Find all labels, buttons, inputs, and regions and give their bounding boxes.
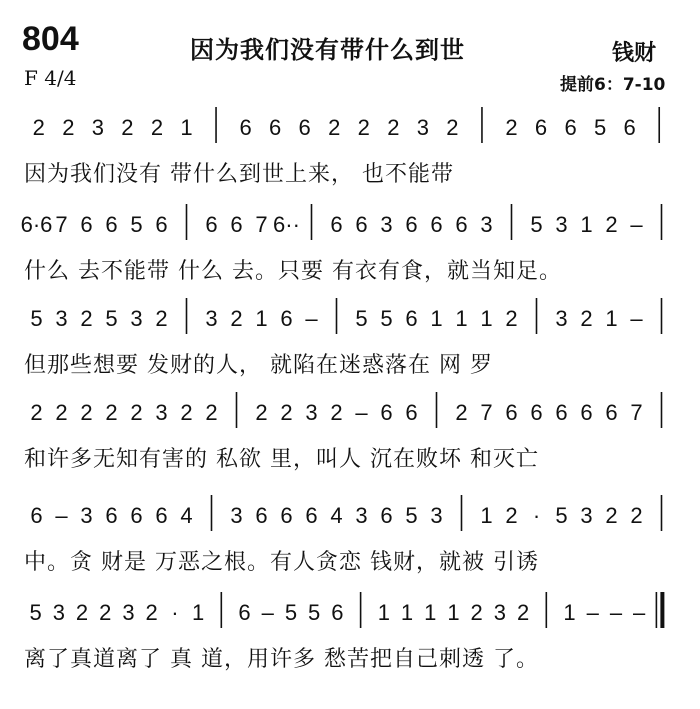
note: 1 (377, 600, 390, 625)
note: 2 (255, 400, 268, 425)
note: 6 (255, 503, 268, 528)
music-system (0, 105, 700, 197)
capo-note: 提前6：7-10 (560, 75, 666, 95)
note: 6 (155, 503, 168, 528)
note: 2 (99, 600, 112, 625)
note: 6 (455, 212, 468, 237)
notation-line (24, 493, 674, 543)
note: 5 (105, 306, 118, 331)
notation-line (24, 105, 674, 155)
note: 2 (330, 400, 343, 425)
note: 6 (238, 600, 251, 625)
note: 2 (280, 400, 293, 425)
note: 1 (191, 600, 205, 625)
note: 2 (55, 400, 68, 425)
music-system (0, 590, 700, 682)
note: 1 (180, 115, 193, 140)
music-system (0, 390, 700, 482)
note: 5 (355, 306, 368, 331)
note: 6 (80, 212, 93, 237)
note: 1 (605, 306, 618, 331)
note: 3 (380, 212, 393, 237)
note: 6 (130, 503, 143, 528)
notation-line (20, 202, 674, 252)
note: 6 (155, 212, 168, 237)
note: 2 (505, 306, 518, 331)
note: 2 (80, 400, 93, 425)
note: 2 (328, 115, 341, 140)
note: 1 (580, 212, 593, 237)
note: – (586, 600, 599, 625)
note: 2 (605, 212, 618, 237)
note: 2 (130, 400, 143, 425)
note: 2 (62, 115, 75, 140)
note: 2 (505, 503, 518, 528)
note: 7 (255, 212, 268, 237)
note: – (305, 306, 318, 331)
music-system (0, 493, 700, 585)
note: 3 (80, 503, 93, 528)
note: 6 (269, 115, 282, 140)
note: 6 (405, 306, 418, 331)
notation-line (24, 296, 674, 346)
lyric-line: 因为我们没有 带什么到世上来， 也不能带 (24, 162, 454, 187)
note: 3 (480, 212, 493, 237)
note: 3 (580, 503, 593, 528)
note: 6 (298, 115, 311, 140)
note: 7 (630, 400, 643, 425)
note: 2 (155, 306, 168, 331)
note: 2 (455, 400, 468, 425)
note: 1 (430, 306, 443, 331)
note: 2 (470, 600, 483, 625)
note: 1 (447, 600, 460, 625)
lyric-line: 和许多无知有害的 私欲 里，叫人 沉在败坏 和灭亡 (24, 447, 539, 472)
note: 6·6 (20, 212, 53, 237)
notation-svg (24, 105, 674, 155)
note: 3 (130, 306, 143, 331)
note: 4 (330, 503, 343, 528)
note: 2 (630, 503, 643, 528)
note: 7 (480, 400, 493, 425)
notation-svg (24, 390, 674, 440)
note: 5 (284, 600, 298, 625)
note: – (630, 212, 643, 237)
note: 1 (480, 306, 493, 331)
note: 5 (594, 115, 607, 140)
note: – (55, 503, 68, 528)
note: – (261, 600, 274, 625)
note: 1 (255, 306, 268, 331)
note: 6 (355, 212, 368, 237)
note: 2 (75, 600, 89, 625)
note: 3 (430, 503, 443, 528)
note: 3 (555, 306, 568, 331)
note: 2 (446, 115, 459, 140)
note: – (609, 600, 623, 625)
note: 2 (205, 400, 218, 425)
note: 6 (605, 400, 618, 425)
note: 6 (105, 212, 118, 237)
note: 6 (555, 400, 568, 425)
key-signature: F 4/4 (24, 66, 77, 90)
note: 3 (55, 306, 68, 331)
note: 6 (380, 503, 393, 528)
note: 6 (230, 212, 243, 237)
note: 2 (580, 306, 593, 331)
note: 2 (30, 400, 43, 425)
notation-svg (24, 296, 674, 346)
note: 5 (130, 212, 143, 237)
note: 2 (387, 115, 400, 140)
lyric-line: 什么 去不能带 什么 去。只要 有衣有食，就当知足。 (24, 259, 562, 284)
note: 2 (121, 115, 134, 140)
note: · (532, 503, 541, 528)
note: 6 (505, 400, 518, 425)
note: 6 (280, 503, 293, 528)
note: 2 (180, 400, 193, 425)
note: 3 (355, 503, 368, 528)
note: 2 (357, 115, 370, 140)
note: 5 (555, 503, 568, 528)
lyric-line: 离了真道离了 真 道，用许多 愁苦把自己刺透 了。 (24, 647, 539, 672)
note: 6 (623, 115, 636, 140)
note: 6 (564, 115, 577, 140)
note: 6 (580, 400, 593, 425)
note: 3 (91, 115, 104, 140)
note: 3 (230, 503, 243, 528)
note: 3 (555, 212, 568, 237)
notation-svg (20, 202, 674, 252)
note: 6 (330, 212, 343, 237)
lyric-line: 但那些想要 发财的人， 就陷在迷惑落在 网 罗 (24, 353, 493, 378)
note: 7 (55, 212, 68, 237)
note: 5 (530, 212, 543, 237)
note: 3 (122, 600, 135, 625)
note: · (171, 600, 179, 625)
note: 2 (505, 115, 518, 140)
note: 2 (105, 400, 118, 425)
hymn-title: 因为我们没有带什么到世 (190, 36, 465, 64)
note: 2 (605, 503, 618, 528)
note: 4 (180, 503, 193, 528)
note: 3 (493, 600, 507, 625)
note: 3 (52, 600, 65, 625)
note: – (633, 600, 646, 625)
hymn-category: 钱财 (612, 41, 657, 66)
note: 6 (405, 212, 418, 237)
note: 2 (230, 306, 243, 331)
note: 6 (305, 503, 318, 528)
note: – (355, 400, 368, 425)
note: 5 (380, 306, 393, 331)
note: 6 (105, 503, 118, 528)
note: 6 (380, 400, 393, 425)
note: 2 (80, 306, 93, 331)
note: 1 (400, 600, 414, 625)
note: 5 (30, 306, 43, 331)
lyric-line: 中。贪 财是 万恶之根。有人贪恋 钱财，就被 引诱 (24, 550, 539, 575)
note: 3 (155, 400, 168, 425)
note: 6 (239, 115, 252, 140)
note: 1 (480, 503, 493, 528)
notation-svg (24, 493, 674, 543)
note: 1 (455, 306, 468, 331)
note: 5 (405, 503, 418, 528)
note: 6 (205, 212, 218, 237)
note: 6 (430, 212, 443, 237)
note: 6 (280, 306, 293, 331)
note: 2 (32, 115, 45, 140)
note: 1 (563, 600, 576, 625)
note: 5 (308, 600, 321, 625)
note: 1 (424, 600, 437, 625)
hymn-number: 804 (22, 20, 79, 58)
notation-line (24, 590, 674, 640)
note: 6 (530, 400, 543, 425)
music-system (0, 296, 700, 388)
note: 3 (416, 115, 429, 140)
note: 3 (305, 400, 318, 425)
note: 6 (405, 400, 418, 425)
notation-line (24, 390, 674, 440)
music-system (0, 202, 700, 294)
note: 6 (534, 115, 548, 140)
note: 2 (516, 600, 530, 625)
note: 2 (150, 115, 164, 140)
note: 6·· (273, 212, 300, 237)
note: – (630, 306, 643, 331)
note: 5 (29, 600, 42, 625)
notation-svg (24, 590, 674, 640)
note: 6 (30, 503, 43, 528)
note: 6 (331, 600, 344, 625)
note: 3 (205, 306, 218, 331)
note: 2 (145, 600, 158, 625)
